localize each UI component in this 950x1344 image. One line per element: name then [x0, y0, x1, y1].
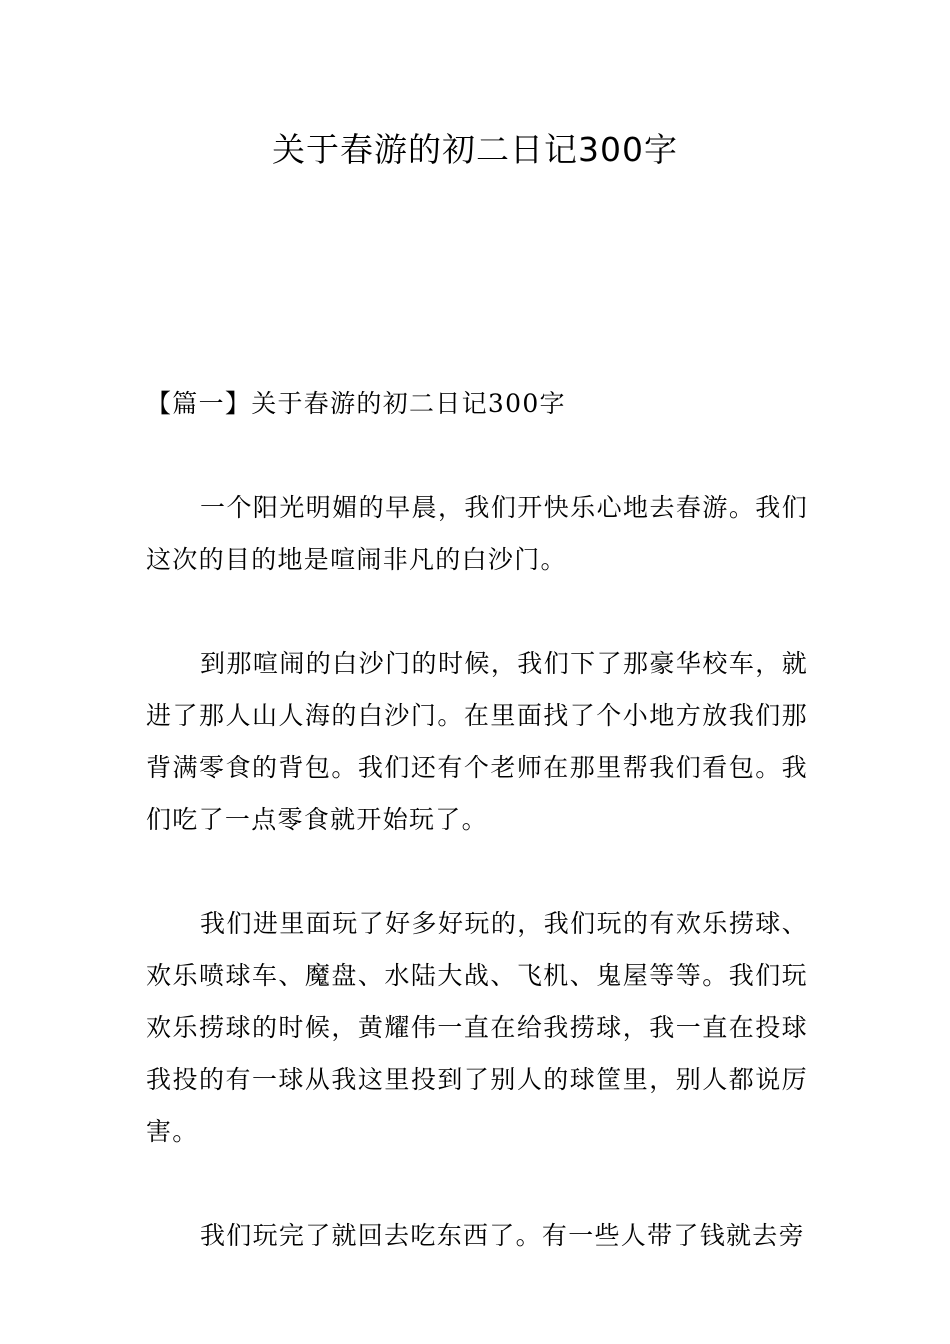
section-heading: 【篇一】关于春游的初二日记300字 — [146, 389, 566, 418]
document-title: 关于春游的初二日记300字 — [272, 130, 678, 169]
document-body — [146, 378, 808, 1314]
paragraph-4: 我们玩完了就回去吃东西了。有一些人带了钱就去旁 — [200, 1221, 805, 1250]
paragraph-2: 到那喧闹的白沙门的时候，我们下了那豪华校车，就进了那人山人海的白沙门。在里面找了个小地方放我们那背满零食的背包。我们还有个老师在那里帮我们看包。我们吃了一点零食就开始玩了。 — [146, 649, 808, 834]
paragraph-3: 我们进里面玩了好多好玩的，我们玩的有欢乐捞球、欢乐喷球车、魔盘、水陆大战、飞机、鬼屋等等。我们玩欢乐捞球的时候，黄耀伟一直在给我捞球，我一直在投球我投的有一球从我这里投到了别人的球筐里，别人都说厉害。 — [146, 909, 808, 1146]
paragraph-1: 一个阳光明媚的早晨，我们开快乐心地去春游。我们这次的目的地是喧闹非凡的白沙门。 — [146, 493, 808, 574]
